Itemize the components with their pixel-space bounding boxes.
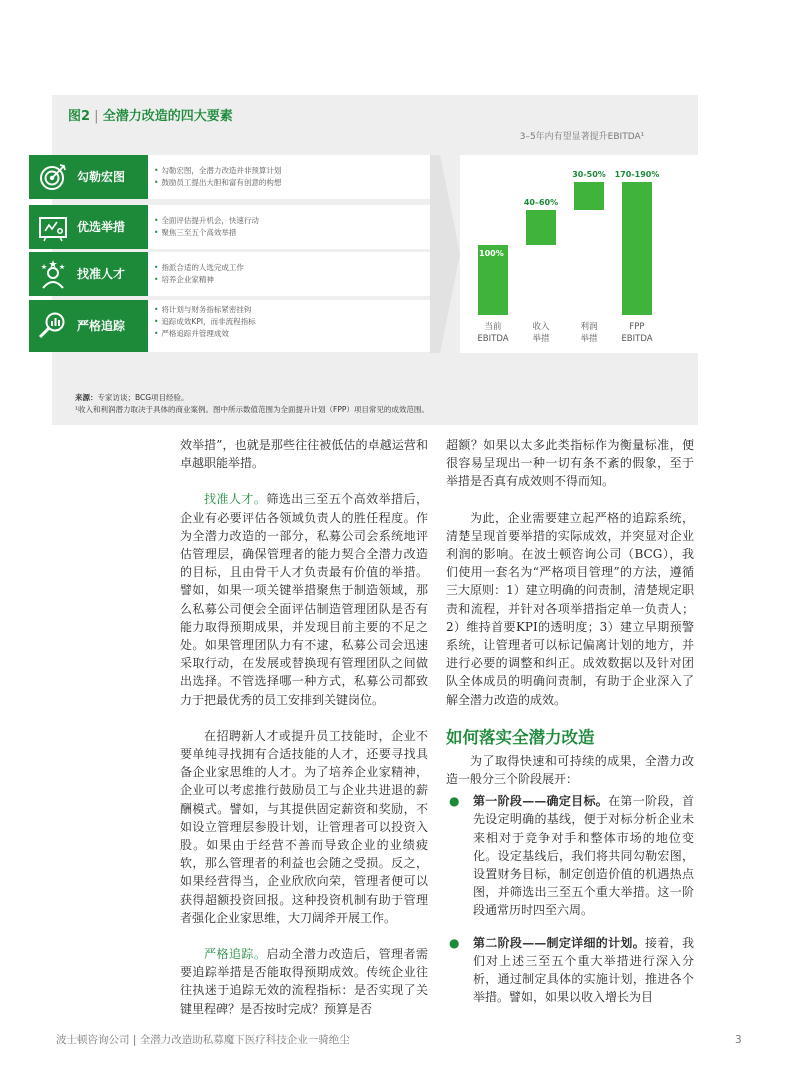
element-row-tracking (29, 300, 430, 352)
section-heading: 如何落实全潜力改造 (446, 727, 595, 747)
category-label: 收入 (532, 322, 550, 332)
paragraph-tracking (180, 945, 428, 1018)
footer-text: 波士顿咨询公司 | 全潜力改造助私募魔下医疗科技企业一骑绝尘 (56, 1034, 350, 1046)
category-label: FPP (629, 322, 645, 332)
step-lead: 第二阶段——制定详细的计划。 (473, 935, 646, 950)
element-tile (29, 252, 148, 296)
data-label: 40–60% (523, 198, 559, 207)
figure-label: 图2 (68, 109, 91, 124)
magnifier-chart-icon (37, 310, 69, 342)
bullet-item: • 培养企业家精神 (154, 274, 244, 286)
chart-title: 3–5年内有望显著提升EBITDA¹ (519, 132, 645, 142)
element-label: 勾勒宏图 (77, 170, 126, 184)
element-row-vision (29, 155, 430, 199)
category-label: 举措 (532, 334, 550, 344)
paragraph-lead: 找准人才。 (204, 492, 267, 507)
category-label: EBITDA (621, 334, 653, 344)
target-icon (37, 161, 69, 193)
data-label: 30-50% (572, 170, 606, 179)
chevron-right-icon (430, 155, 460, 353)
data-label: 170-190% (614, 170, 660, 179)
paragraph-body: 启动全潜力改造后，管理者需要追踪举措是否能取得预期成效。传统企业往往执迷于追踪无效的流程指标：是否实现了关键里程碑？是否按时完成？预算是否 (180, 947, 428, 1016)
element-tile (29, 155, 148, 199)
page-number: 3 (735, 1034, 742, 1046)
element-bullets (154, 304, 256, 340)
bullet-item: • 指派合适的人选完成工作 (154, 262, 244, 274)
category-label: EBITDA (477, 334, 509, 344)
list-item (446, 792, 694, 919)
bar-4 (622, 182, 652, 315)
phase-list (446, 792, 694, 1006)
data-label: 100% (479, 249, 504, 258)
bullet-dot-icon: ● (449, 794, 460, 809)
source-text: 专家访谈；BCG项目经验。 (97, 393, 189, 402)
bullet-item: • 追踪成效KPI，而非流程指标 (154, 316, 256, 328)
figure-source (75, 392, 189, 403)
element-tile (29, 205, 148, 249)
element-label: 严格追踪 (77, 319, 126, 333)
element-bullets (154, 262, 244, 286)
category-label: 利润 (580, 322, 598, 332)
bullet-item: • 鼓励员工提出大胆和富有创意的构想 (154, 177, 281, 189)
paragraph: 为了取得快速和可持续的成果，全潜力改造一般分三个阶段展开： (446, 753, 694, 787)
element-tile (29, 300, 148, 352)
source-label: 来源： (75, 393, 98, 402)
figure-title: 图2 | 全潜力改造的四大要素 (68, 109, 233, 124)
step-lead: 第一阶段——确定目标。 (473, 794, 609, 809)
paragraph-body: 筛选出三至五个高效举措后，企业有必要评估各领域负责人的胜任程度。作为全潜力改造的一部分，私募公司会系统地评估管理层，确保管理者的能力契合全潜力改造的目标，且由骨干人才负责最有价值的举措。譬如，如果一项关键举措聚焦于制造领域，那么私募公司便会全面评估制造管理团队是否有能力取得预期成果，并发现目前主要的不足之处。如果管理团队力有不逮，私募公司会迅速采取行动，在发展或替换现有管理团队之间做出选择。不管选择哪一种方式，私募公司都致力于把最优秀的员工安排到关键岗位。 (180, 492, 428, 707)
bullet-item: • 聚焦三至五个高效举措 (154, 227, 259, 239)
element-label: 优选举措 (77, 220, 126, 234)
bullet-item: • 勾勒宏图，全潜力改造并非预算计划 (154, 165, 281, 177)
element-row-talent (29, 252, 430, 296)
element-label: 找准人才 (77, 267, 126, 281)
bar-2 (526, 210, 556, 245)
bullet-dot-icon: ● (449, 935, 460, 950)
right-column (446, 436, 694, 1006)
list-item (446, 934, 694, 1007)
waterfall-chart (460, 155, 698, 353)
element-bullets (154, 165, 281, 189)
element-bullets (154, 215, 259, 239)
paragraph: 在招聘新人才或提升员工技能时，企业不要单纯寻找拥有合适技能的人才，还要寻找具备企业家思维的人才。为了培养企业家精神，企业可以考虑推行鼓励员工与企业共进退的薪酬模式。譬如，与其提供固定薪资和奖励，不如设立管理层参股计划，让管理者可以投资入股。如果由于经营不善而导致企业的业绩疲软，那么管理者的利益也会随之受损。反之，如果经营得当，企业欣欣向荣，管理者便可以获得超额投资回报。这种投资机制有助于管理者强化企业家思维，大刀阔斧开展工作。 (180, 728, 428, 925)
initiative-board-icon (37, 211, 69, 243)
paragraph-talent (180, 490, 428, 708)
step-body: 在第一阶段，首先设定明确的基线，便于对标分析企业未来相对于竞争对手和整体市场的地位变化。设定基线后，我们将共同勾勒宏图，设置财务目标，制定创造价值的机遇热点图，并筛选出三至五个重大举措。这一阶段通常历时四至六周。 (473, 794, 694, 918)
bar-3 (574, 182, 604, 210)
figure-footnote: ¹收入和利润潜力取决于具体的商业案例。图中所示数值范围为全面提升计划（FPP）项目常见的成效范围。 (75, 405, 429, 414)
talent-person-icon (37, 258, 69, 290)
category-label: 当前 (484, 322, 502, 332)
step-body: 接着，我们对上述三至五个重大举措进行深入分析，通过制定具体的实施计划，推进各个举措。譬如，如果以收入增长为目 (473, 935, 694, 1005)
bullet-item: • 全面评估提升机会，快速行动 (154, 215, 259, 227)
paragraph: 为此，企业需要建立起严格的追踪系统，清楚呈现首要举措的实际成效，并突显对企业利润的影响。在波士顿咨询公司（BCG），我们使用一套名为“严格项目管理”的方法，遵循三大原则：1）建立明确的问责制，清楚规定职责和流程，并针对各项举措指定单一负责人；2）维持首要KPI的透明度；3）建立早期预警系统，让管理者可以标记偏离计划的地方，并进行必要的调整和纠正。成效数据以及针对团队全体成员的明确问责制，有助于企业深入了解全潜力改造的成效。 (446, 510, 694, 707)
element-row-initiatives (29, 205, 430, 249)
category-label: 举措 (580, 334, 598, 344)
bullet-item: • 严格追踪并管理成效 (154, 328, 256, 340)
paragraph: 超额？如果以太多此类指标作为衡量标准，便很容易呈现出一种一切有条不紊的假象，至于举措是否真有成效则不得而知。 (446, 438, 694, 489)
paragraph: 效举措”，也就是那些往往被低估的卓越运营和卓越职能举措。 (180, 438, 428, 471)
left-column (180, 436, 428, 1018)
bullet-item: • 将计划与财务指标紧密挂钩 (154, 304, 256, 316)
figure-title-text: 全潜力改造的四大要素 (102, 109, 233, 124)
paragraph-lead: 严格追踪。 (204, 947, 267, 962)
